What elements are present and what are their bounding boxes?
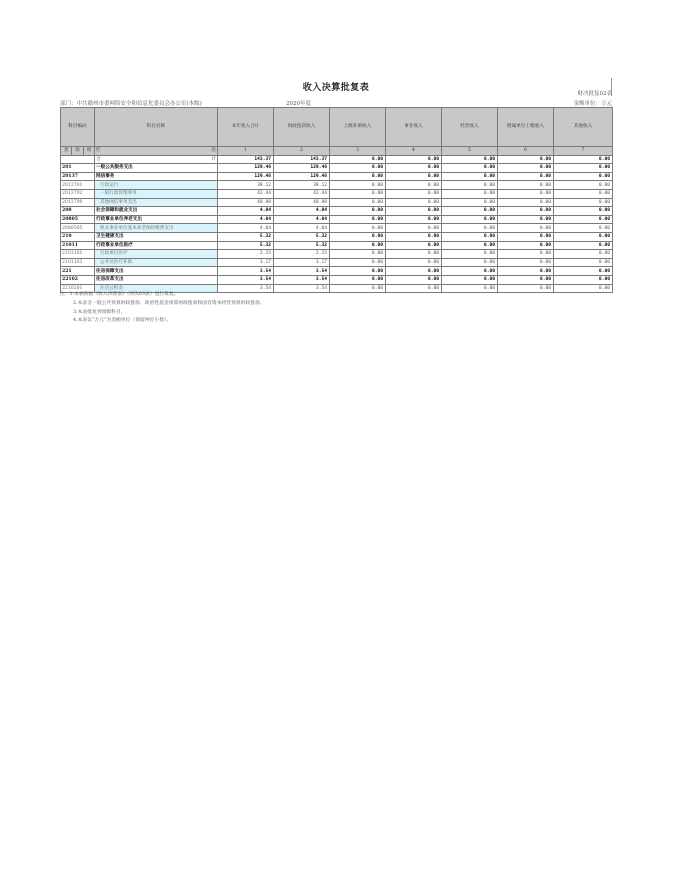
amount-cell: 0.00 — [554, 258, 613, 267]
amount-cell: 0.00 — [498, 258, 554, 267]
subject-code: 210 — [61, 232, 95, 241]
total-row — [61, 155, 613, 164]
department-label: 部门：中共赣州市委网络安全和信息化委员会办公室(本级) — [60, 101, 202, 107]
amount-cell: 0.00 — [330, 172, 386, 181]
amount-cell: 0.00 — [386, 189, 442, 198]
amount-cell: 3.54 — [274, 267, 330, 276]
subject-code: 2101101 — [61, 250, 95, 259]
amount-cell: 38.12 — [274, 181, 330, 190]
amount-cell: 0.00 — [386, 267, 442, 276]
section-label: 项 — [86, 148, 92, 153]
amount-cell: 0.00 — [554, 232, 613, 241]
amount-cell: 0.00 — [554, 241, 613, 250]
amount-cell: 0.00 — [330, 241, 386, 250]
income-table — [60, 107, 613, 293]
amount-cell: 0.00 — [442, 215, 498, 224]
amount-cell: 0.00 — [330, 275, 386, 284]
subject-name: 行政事业单位医疗 — [95, 241, 218, 250]
total-label-text-2: 计 — [211, 156, 216, 162]
amount-cell: 0.00 — [386, 250, 442, 259]
amount-cell: 2.15 — [218, 250, 274, 259]
subject-code: 2013799 — [61, 198, 95, 207]
table-row — [61, 275, 613, 284]
col-label-text: 次 — [211, 148, 216, 154]
subject-name: 一般公共服务支出 — [95, 164, 218, 173]
amount-cell: 0.00 — [498, 207, 554, 216]
amount-cell: 4.04 — [218, 207, 274, 216]
column-header-row — [61, 108, 613, 147]
amount-cell: 4.04 — [218, 215, 274, 224]
subject-name: 住房改革支出 — [95, 275, 218, 284]
subject-code: 20137 — [61, 172, 95, 181]
amount-cell: 0.00 — [498, 181, 554, 190]
col-affiliated-income-header: 附属单位上缴收入 — [498, 108, 554, 147]
amount-cell: 0.00 — [386, 198, 442, 207]
amount-cell: 0.00 — [554, 207, 613, 216]
amount-cell: 0.00 — [554, 267, 613, 276]
amount-cell: 0.00 — [330, 250, 386, 259]
col-num-5: 5 — [442, 147, 498, 156]
table-row — [61, 189, 613, 198]
amount-cell: 0.00 — [498, 241, 554, 250]
amount-cell: 5.32 — [274, 232, 330, 241]
amount-cell: 0.00 — [442, 224, 498, 233]
amount-cell: 42.44 — [218, 189, 274, 198]
amount-cell: 0.00 — [498, 224, 554, 233]
subject-code: 201 — [61, 164, 95, 173]
amount-cell: 0.00 — [386, 232, 442, 241]
amount-cell: 129.46 — [274, 164, 330, 173]
table-row — [61, 258, 613, 267]
amount-cell: 0.00 — [554, 164, 613, 173]
subject-code: 2080505 — [61, 224, 95, 233]
total-value: 143.37 — [218, 155, 274, 164]
col-num-4: 4 — [386, 147, 442, 156]
amount-cell: 0.00 — [386, 284, 442, 293]
total-value: 0.00 — [386, 155, 442, 164]
total-value: 0.00 — [498, 155, 554, 164]
amount-unit: 金额单位：万元 — [573, 101, 612, 107]
subject-code: 221 — [61, 267, 95, 276]
amount-cell: 0.00 — [442, 198, 498, 207]
amount-cell: 0.00 — [330, 232, 386, 241]
amount-cell: 0.00 — [330, 267, 386, 276]
subject-code: 2013701 — [61, 181, 95, 190]
amount-cell: 5.32 — [274, 241, 330, 250]
amount-cell: 38.12 — [218, 181, 274, 190]
amount-cell: 0.00 — [554, 189, 613, 198]
col-operating-income-header: 经营收入 — [442, 108, 498, 147]
amount-cell: 0.00 — [386, 215, 442, 224]
amount-cell: 0.00 — [386, 164, 442, 173]
table-row — [61, 164, 613, 173]
col-num-2: 2 — [274, 147, 330, 156]
subject-name: 行政事业单位养老支出 — [95, 215, 218, 224]
report-title: 收入决算批复表 — [302, 83, 370, 93]
amount-cell: 0.00 — [330, 181, 386, 190]
subject-code: 22102 — [61, 275, 95, 284]
amount-cell: 0.00 — [442, 189, 498, 198]
subject-name: 社会保障和就业支出 — [95, 207, 218, 216]
col-fiscal-appropriation-header: 财政拨款收入 — [274, 108, 330, 147]
total-label-text: 合 — [96, 156, 101, 162]
amount-cell: 0.00 — [442, 181, 498, 190]
subject-name: 公务员医疗补助 — [95, 258, 218, 267]
amount-cell: 129.46 — [218, 172, 274, 181]
amount-cell: 0.00 — [498, 215, 554, 224]
subject-code: 2210201 — [61, 284, 95, 293]
total-value: 0.00 — [330, 155, 386, 164]
amount-cell: 129.46 — [218, 164, 274, 173]
footnotes — [60, 291, 265, 326]
amount-cell: 0.00 — [554, 181, 613, 190]
code-level-cells — [61, 147, 95, 156]
row-label-text: 栏 — [96, 148, 101, 154]
subject-name: 机关事业单位基本养老保险缴费支出 — [95, 224, 218, 233]
note-line: 注：1.本表依据《收入决算表》（财决03表）进行批复。 — [60, 292, 179, 297]
subject-code: 208 — [61, 207, 95, 216]
amount-cell: 42.44 — [274, 189, 330, 198]
amount-cell: 48.90 — [274, 198, 330, 207]
amount-cell: 0.00 — [442, 164, 498, 173]
amount-cell: 2.15 — [274, 250, 330, 259]
table-row — [61, 250, 613, 259]
amount-cell: 0.00 — [498, 275, 554, 284]
amount-cell: 0.00 — [330, 164, 386, 173]
amount-cell: 0.00 — [442, 258, 498, 267]
total-value: 0.00 — [442, 155, 498, 164]
amount-cell: 0.00 — [386, 258, 442, 267]
subject-name: 行政运行 — [95, 181, 218, 190]
table-row — [61, 198, 613, 207]
table-row — [61, 267, 613, 276]
col-other-income-header: 其他收入 — [554, 108, 613, 147]
subject-code: 2101103 — [61, 258, 95, 267]
amount-cell: 0.00 — [498, 189, 554, 198]
table-row — [61, 172, 613, 181]
amount-cell: 3.54 — [274, 275, 330, 284]
amount-cell: 0.00 — [554, 172, 613, 181]
note-line: 3.本表批复到项级科目。 — [73, 309, 126, 315]
amount-cell: 0.00 — [386, 207, 442, 216]
amount-cell: 0.00 — [330, 258, 386, 267]
amount-cell: 0.00 — [498, 164, 554, 173]
subheader-row — [61, 147, 613, 156]
subject-name: 其他网信事务支出 — [95, 198, 218, 207]
item-label: 款 — [72, 147, 83, 155]
subject-name: 一般行政管理事务 — [95, 189, 218, 198]
amount-cell: 0.00 — [442, 267, 498, 276]
amount-cell: 3.54 — [218, 267, 274, 276]
amount-cell: 4.04 — [274, 215, 330, 224]
amount-cell: 0.00 — [498, 198, 554, 207]
amount-cell: 0.00 — [442, 241, 498, 250]
amount-cell: 3.54 — [274, 284, 330, 293]
col-num-7: 7 — [554, 147, 613, 156]
amount-cell: 0.00 — [386, 224, 442, 233]
amount-cell: 0.00 — [330, 224, 386, 233]
subject-name: 网信事务 — [95, 172, 218, 181]
subject-code: 21011 — [61, 241, 95, 250]
col-business-income-header: 事业收入 — [386, 108, 442, 147]
amount-cell: 0.00 — [442, 284, 498, 293]
amount-cell: 0.00 — [386, 181, 442, 190]
amount-cell: 0.00 — [554, 215, 613, 224]
amount-cell: 0.00 — [498, 172, 554, 181]
table-row — [61, 241, 613, 250]
total-label-cell — [95, 155, 218, 164]
amount-cell: 4.04 — [274, 224, 330, 233]
amount-cell: 0.00 — [442, 250, 498, 259]
row-col-label — [95, 147, 218, 156]
amount-cell: 129.46 — [274, 172, 330, 181]
amount-cell: 0.00 — [442, 275, 498, 284]
table-row — [61, 232, 613, 241]
col-code-header: 科目编码 — [61, 108, 95, 147]
amount-cell: 0.00 — [330, 207, 386, 216]
subject-name: 行政单位医疗 — [95, 250, 218, 259]
amount-cell: 0.00 — [442, 232, 498, 241]
col-num-1: 1 — [218, 147, 274, 156]
note-line: 4.本表以“万元”为金额单位（保留两位小数）。 — [73, 318, 172, 324]
amount-cell: 0.00 — [554, 284, 613, 293]
subject-name: 住房保障支出 — [95, 267, 218, 276]
amount-cell: 4.04 — [218, 224, 274, 233]
col-name-header: 科目名称 — [95, 108, 218, 147]
form-number: 财决批复02表 — [577, 91, 612, 97]
amount-cell: 3.17 — [218, 258, 274, 267]
fiscal-year: 2020年度 — [286, 101, 311, 107]
amount-cell: 0.00 — [330, 284, 386, 293]
col-total-income-header: 本年收入合计 — [218, 108, 274, 147]
amount-cell: 48.90 — [218, 198, 274, 207]
subject-code: 20805 — [61, 215, 95, 224]
amount-cell: 5.32 — [218, 232, 274, 241]
amount-cell: 0.00 — [554, 275, 613, 284]
amount-cell: 0.00 — [386, 241, 442, 250]
table-row — [61, 215, 613, 224]
table-row — [61, 207, 613, 216]
amount-cell: 0.00 — [498, 284, 554, 293]
total-value: 143.37 — [274, 155, 330, 164]
amount-cell: 3.54 — [218, 275, 274, 284]
total-value: 0.00 — [554, 155, 613, 164]
amount-cell: 3.54 — [218, 284, 274, 293]
subject-name: 卫生健康支出 — [95, 232, 218, 241]
table-row — [61, 224, 613, 233]
col-superior-subsidy-header: 上级补助收入 — [330, 108, 386, 147]
amount-cell: 0.00 — [442, 207, 498, 216]
note-line: 2.本表含一般公共预算财政拨款、政府性基金预算财政拨款和国有资本经营预算财政拨款。 — [73, 300, 265, 306]
subject-code: 2013702 — [61, 189, 95, 198]
subject-name: 住房公积金 — [95, 284, 218, 293]
amount-cell: 0.00 — [498, 267, 554, 276]
amount-cell: 0.00 — [554, 224, 613, 233]
amount-cell: 4.04 — [274, 207, 330, 216]
col-num-3: 3 — [330, 147, 386, 156]
amount-cell: 0.00 — [386, 275, 442, 284]
amount-cell: 0.00 — [554, 198, 613, 207]
total-code-cell — [61, 155, 95, 164]
amount-cell: 0.00 — [442, 172, 498, 181]
amount-cell: 0.00 — [498, 232, 554, 241]
amount-cell: 0.00 — [330, 189, 386, 198]
col-num-6: 6 — [498, 147, 554, 156]
table-row — [61, 181, 613, 190]
amount-cell: 0.00 — [554, 250, 613, 259]
amount-cell: 0.00 — [498, 250, 554, 259]
amount-cell: 0.00 — [330, 215, 386, 224]
amount-cell: 5.32 — [218, 241, 274, 250]
class-label: 类 — [61, 147, 72, 155]
amount-cell: 3.17 — [274, 258, 330, 267]
amount-cell: 0.00 — [386, 172, 442, 181]
amount-cell: 0.00 — [330, 198, 386, 207]
